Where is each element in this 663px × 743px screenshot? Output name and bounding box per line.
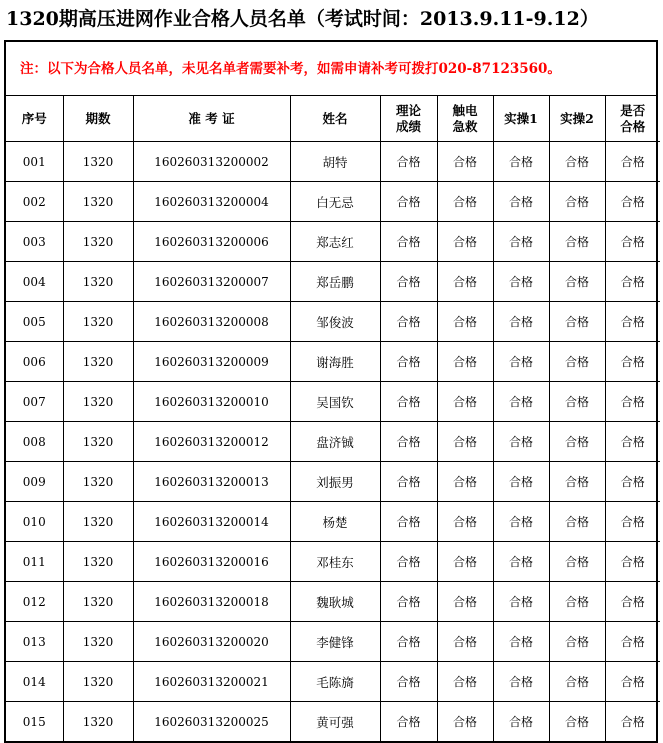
cell-name: 盘济铖 <box>290 422 380 462</box>
cell-seq: 006 <box>6 342 63 382</box>
results-table <box>6 96 660 741</box>
cell-name: 李健锋 <box>290 622 380 662</box>
cell-passed: 合格 <box>605 302 660 342</box>
cell-practice2: 合格 <box>549 582 605 622</box>
cell-cert: 160260313200010 <box>133 382 290 422</box>
cell-theory: 合格 <box>380 182 437 222</box>
cell-name: 刘振男 <box>290 462 380 502</box>
cell-practice2: 合格 <box>549 622 605 662</box>
cell-practice1: 合格 <box>493 142 549 182</box>
cell-practice2: 合格 <box>549 142 605 182</box>
cell-name: 白无忌 <box>290 182 380 222</box>
cell-theory: 合格 <box>380 302 437 342</box>
cell-shock: 合格 <box>437 302 493 342</box>
header-theory-label: 理论成绩 <box>395 102 421 134</box>
cell-period: 1320 <box>63 422 133 462</box>
header-period: 期数 <box>63 96 133 142</box>
table-row <box>6 662 660 702</box>
table-row <box>6 622 660 662</box>
cell-period: 1320 <box>63 702 133 742</box>
cell-practice2: 合格 <box>549 542 605 582</box>
cell-seq: 009 <box>6 462 63 502</box>
table-row <box>6 502 660 542</box>
cell-seq: 004 <box>6 262 63 302</box>
table-body <box>6 142 660 742</box>
cell-theory: 合格 <box>380 462 437 502</box>
cell-shock: 合格 <box>437 422 493 462</box>
cell-theory: 合格 <box>380 422 437 462</box>
cell-practice1: 合格 <box>493 222 549 262</box>
cell-theory: 合格 <box>380 542 437 582</box>
cell-period: 1320 <box>63 542 133 582</box>
cell-shock: 合格 <box>437 222 493 262</box>
header-seq: 序号 <box>6 96 63 142</box>
cell-practice1: 合格 <box>493 462 549 502</box>
cell-theory: 合格 <box>380 662 437 702</box>
cell-period: 1320 <box>63 222 133 262</box>
cell-passed: 合格 <box>605 542 660 582</box>
cell-cert: 160260313200018 <box>133 582 290 622</box>
cell-shock: 合格 <box>437 342 493 382</box>
cell-practice1: 合格 <box>493 302 549 342</box>
header-name: 姓名 <box>290 96 380 142</box>
cell-seq: 001 <box>6 142 63 182</box>
cell-practice1: 合格 <box>493 622 549 662</box>
table-row <box>6 702 660 742</box>
cell-seq: 002 <box>6 182 63 222</box>
cell-seq: 013 <box>6 622 63 662</box>
cell-cert: 160260313200002 <box>133 142 290 182</box>
cell-period: 1320 <box>63 142 133 182</box>
cell-practice2: 合格 <box>549 222 605 262</box>
header-shock <box>437 96 493 142</box>
cell-passed: 合格 <box>605 502 660 542</box>
page-title: 1320期高压进网作业合格人员名单（考试时间：2013.9.11-9.12） <box>6 8 599 30</box>
cell-shock: 合格 <box>437 622 493 662</box>
cell-practice1: 合格 <box>493 262 549 302</box>
cell-practice1: 合格 <box>493 502 549 542</box>
cell-practice2: 合格 <box>549 182 605 222</box>
cell-practice1: 合格 <box>493 382 549 422</box>
cell-practice2: 合格 <box>549 462 605 502</box>
cell-cert: 160260313200021 <box>133 662 290 702</box>
header-passed-label: 是否合格 <box>620 102 646 134</box>
cell-shock: 合格 <box>437 662 493 702</box>
cell-name: 邹俊波 <box>290 302 380 342</box>
table-row <box>6 262 660 302</box>
cell-theory: 合格 <box>380 222 437 262</box>
cell-seq: 008 <box>6 422 63 462</box>
cell-passed: 合格 <box>605 462 660 502</box>
table-row <box>6 462 660 502</box>
cell-shock: 合格 <box>437 502 493 542</box>
cell-cert: 160260313200012 <box>133 422 290 462</box>
cell-passed: 合格 <box>605 342 660 382</box>
cell-practice1: 合格 <box>493 582 549 622</box>
cell-passed: 合格 <box>605 422 660 462</box>
cell-seq: 007 <box>6 382 63 422</box>
cell-period: 1320 <box>63 462 133 502</box>
cell-practice2: 合格 <box>549 502 605 542</box>
cell-name: 杨楚 <box>290 502 380 542</box>
cell-cert: 160260313200007 <box>133 262 290 302</box>
cell-name: 黄可强 <box>290 702 380 742</box>
cell-theory: 合格 <box>380 342 437 382</box>
cell-cert: 160260313200020 <box>133 622 290 662</box>
header-shock-label: 触电急救 <box>452 102 478 134</box>
cell-period: 1320 <box>63 262 133 302</box>
header-cert: 准 考 证 <box>133 96 290 142</box>
cell-passed: 合格 <box>605 262 660 302</box>
cell-passed: 合格 <box>605 662 660 702</box>
cell-seq: 014 <box>6 662 63 702</box>
cell-seq: 011 <box>6 542 63 582</box>
cell-name: 魏耿城 <box>290 582 380 622</box>
results-sheet <box>4 40 658 743</box>
cell-seq: 015 <box>6 702 63 742</box>
cell-shock: 合格 <box>437 702 493 742</box>
cell-practice2: 合格 <box>549 262 605 302</box>
cell-practice2: 合格 <box>549 422 605 462</box>
cell-passed: 合格 <box>605 622 660 662</box>
cell-practice1: 合格 <box>493 182 549 222</box>
cell-period: 1320 <box>63 182 133 222</box>
cell-passed: 合格 <box>605 182 660 222</box>
table-row <box>6 182 660 222</box>
cell-theory: 合格 <box>380 702 437 742</box>
cell-shock: 合格 <box>437 542 493 582</box>
cell-cert: 160260313200025 <box>133 702 290 742</box>
header-practice1: 实操1 <box>493 96 549 142</box>
cell-period: 1320 <box>63 382 133 422</box>
cell-period: 1320 <box>63 582 133 622</box>
cell-cert: 160260313200006 <box>133 222 290 262</box>
cell-period: 1320 <box>63 342 133 382</box>
cell-practice2: 合格 <box>549 662 605 702</box>
cell-passed: 合格 <box>605 222 660 262</box>
cell-shock: 合格 <box>437 142 493 182</box>
table-row <box>6 382 660 422</box>
cell-name: 郑志红 <box>290 222 380 262</box>
cell-name: 谢海胜 <box>290 342 380 382</box>
cell-passed: 合格 <box>605 582 660 622</box>
cell-practice1: 合格 <box>493 662 549 702</box>
cell-shock: 合格 <box>437 582 493 622</box>
table-row <box>6 582 660 622</box>
cell-passed: 合格 <box>605 142 660 182</box>
cell-seq: 003 <box>6 222 63 262</box>
cell-practice1: 合格 <box>493 422 549 462</box>
cell-practice1: 合格 <box>493 542 549 582</box>
cell-theory: 合格 <box>380 582 437 622</box>
cell-name: 邓桂东 <box>290 542 380 582</box>
cell-practice1: 合格 <box>493 702 549 742</box>
cell-seq: 012 <box>6 582 63 622</box>
cell-theory: 合格 <box>380 382 437 422</box>
cell-cert: 160260313200014 <box>133 502 290 542</box>
table-row <box>6 542 660 582</box>
cell-cert: 160260313200013 <box>133 462 290 502</box>
cell-period: 1320 <box>63 622 133 662</box>
cell-theory: 合格 <box>380 142 437 182</box>
cell-practice2: 合格 <box>549 342 605 382</box>
header-theory <box>380 96 437 142</box>
cell-period: 1320 <box>63 502 133 542</box>
cell-cert: 160260313200008 <box>133 302 290 342</box>
header-passed <box>605 96 660 142</box>
notice-text: 注：以下为合格人员名单，未见名单者需要补考，如需申请补考可拨打020-87123560。 <box>6 42 656 96</box>
table-row <box>6 422 660 462</box>
cell-shock: 合格 <box>437 262 493 302</box>
cell-seq: 010 <box>6 502 63 542</box>
cell-name: 毛陈旖 <box>290 662 380 702</box>
table-row <box>6 142 660 182</box>
cell-period: 1320 <box>63 662 133 702</box>
table-header-row <box>6 96 660 142</box>
cell-passed: 合格 <box>605 702 660 742</box>
cell-practice2: 合格 <box>549 382 605 422</box>
cell-practice2: 合格 <box>549 702 605 742</box>
cell-passed: 合格 <box>605 382 660 422</box>
cell-shock: 合格 <box>437 382 493 422</box>
cell-practice2: 合格 <box>549 302 605 342</box>
header-practice2: 实操2 <box>549 96 605 142</box>
table-row <box>6 222 660 262</box>
cell-seq: 005 <box>6 302 63 342</box>
cell-name: 胡特 <box>290 142 380 182</box>
cell-cert: 160260313200009 <box>133 342 290 382</box>
cell-practice1: 合格 <box>493 342 549 382</box>
cell-name: 郑岳鹏 <box>290 262 380 302</box>
cell-theory: 合格 <box>380 622 437 662</box>
cell-cert: 160260313200004 <box>133 182 290 222</box>
cell-theory: 合格 <box>380 262 437 302</box>
cell-theory: 合格 <box>380 502 437 542</box>
cell-shock: 合格 <box>437 462 493 502</box>
cell-name: 吴国钦 <box>290 382 380 422</box>
cell-cert: 160260313200016 <box>133 542 290 582</box>
cell-shock: 合格 <box>437 182 493 222</box>
cell-period: 1320 <box>63 302 133 342</box>
table-row <box>6 302 660 342</box>
table-row <box>6 342 660 382</box>
